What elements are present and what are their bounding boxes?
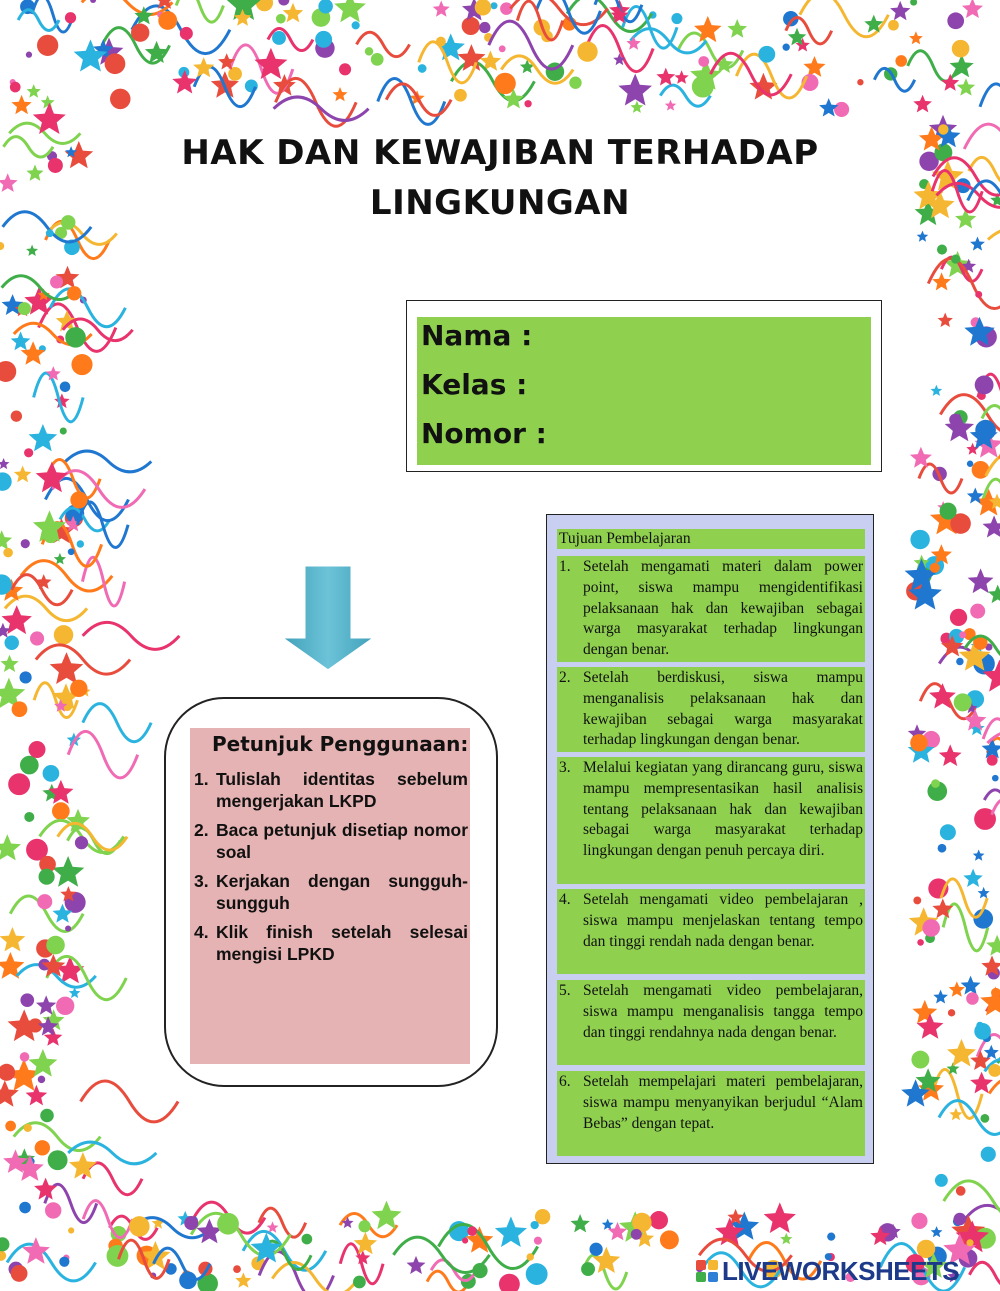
- confetti-dot: [922, 919, 940, 937]
- confetti-dot: [20, 993, 34, 1007]
- confetti-dot: [956, 1186, 966, 1196]
- confetti-star: [939, 744, 962, 766]
- confetti-dot: [70, 491, 87, 508]
- objective-item: 2. Setelah berdiskusi, siswa mampu menganalisis pelaksanaan hak dan kewajiban sebagai warga masyarakat terhadap lingkungan dengan benar.: [557, 667, 865, 752]
- confetti-streamer: [357, 32, 410, 56]
- confetti-star: [973, 850, 985, 861]
- confetti-dot: [37, 35, 58, 56]
- objective-item: 4. Setelah mengamati video pembelajaran , siswa mampu menjelaskan tentang tempo dan tinggi rendah nada dengan benar.: [557, 889, 865, 974]
- confetti-dot: [827, 1233, 835, 1241]
- confetti-dot: [107, 1245, 129, 1267]
- confetti-dot: [910, 0, 917, 6]
- confetti-star: [0, 834, 21, 860]
- confetti-dot: [65, 12, 76, 23]
- confetti-dot: [39, 869, 55, 885]
- confetti-dot: [966, 992, 979, 1005]
- confetti-dot: [954, 693, 972, 711]
- confetti-streamer: [984, 790, 1000, 810]
- confetti-dot: [917, 939, 924, 946]
- confetti-star: [970, 237, 985, 251]
- confetti-dot: [980, 1114, 989, 1123]
- confetti-dot: [358, 1220, 370, 1232]
- confetti-dot: [37, 894, 52, 909]
- confetti-star: [0, 458, 9, 469]
- confetti-dot: [888, 20, 899, 31]
- confetti-star: [433, 1, 450, 17]
- confetti-dot: [967, 461, 973, 467]
- confetti-dot: [976, 1022, 983, 1029]
- confetti-dot: [38, 1076, 46, 1084]
- confetti-dot: [21, 539, 30, 548]
- confetti-dot: [61, 215, 76, 230]
- confetti-dot: [77, 540, 84, 547]
- confetti-dot: [0, 1237, 9, 1251]
- liveworksheets-logo: [696, 1256, 959, 1286]
- confetti-dot: [650, 1211, 668, 1229]
- confetti-dot: [975, 375, 994, 394]
- objective-item: 3. Melalui kegiatan yang dirancang guru, siswa mampu mempresentasikan hasil analisis tentang pelaksanaan hak dan kewajiban sebagai warga masyarakat terhadap lingkungan dengan penuh percaya diri.: [557, 757, 865, 884]
- confetti-star: [912, 1000, 937, 1024]
- identity-box: [406, 300, 882, 472]
- confetti-star: [938, 313, 953, 328]
- confetti-star: [932, 898, 953, 918]
- confetti-star: [941, 74, 959, 91]
- confetti-star: [694, 16, 722, 42]
- confetti-dot: [110, 89, 131, 110]
- confetti-star: [626, 36, 640, 50]
- confetti-streamer: [83, 1163, 142, 1195]
- confetti-dot: [581, 1262, 595, 1276]
- confetti-dot: [499, 1274, 520, 1291]
- confetti-dot: [131, 23, 149, 41]
- confetti-star: [983, 515, 1000, 537]
- confetti-star: [11, 331, 31, 350]
- confetti-dot: [526, 1263, 548, 1285]
- instruction-item: 4. Klik finish setelah selesai mengisi LPKD: [194, 922, 468, 964]
- confetti-star: [909, 31, 923, 44]
- confetti-dot: [217, 1213, 239, 1235]
- confetti-streamer: [65, 451, 151, 472]
- confetti-dot: [48, 158, 63, 173]
- confetti-star: [962, 0, 983, 18]
- confetti-dot: [65, 925, 71, 931]
- confetti-star: [933, 990, 948, 1004]
- confetti-star: [69, 1152, 97, 1179]
- confetti-streamer: [83, 622, 180, 649]
- confetti-star: [172, 70, 197, 94]
- confetti-dot: [970, 604, 985, 619]
- confetti-dot: [938, 124, 948, 134]
- confetti-dot: [302, 1234, 313, 1245]
- confetti-dot: [315, 31, 332, 48]
- confetti-dot: [20, 756, 39, 775]
- confetti-star: [14, 466, 32, 483]
- confetti-star: [978, 887, 990, 899]
- confetti-dot: [911, 1213, 927, 1229]
- confetti-dot: [660, 1230, 679, 1249]
- confetti-dot: [352, 21, 360, 29]
- confetti-dot: [467, 1226, 477, 1236]
- confetti-dot: [65, 327, 86, 348]
- identity-panel: [417, 317, 871, 465]
- confetti-dot: [10, 82, 21, 93]
- confetti-dot: [50, 276, 63, 289]
- confetti-dot: [3, 548, 13, 558]
- confetti-dot: [975, 291, 982, 298]
- confetti-dot: [526, 1253, 533, 1260]
- confetti-dot: [278, 0, 289, 6]
- confetti-dot: [24, 448, 33, 457]
- confetti-dot: [935, 1174, 948, 1187]
- confetti-dot: [0, 1064, 15, 1081]
- confetti-dot: [454, 89, 467, 102]
- confetti-star: [913, 95, 932, 113]
- confetti-star: [0, 927, 25, 951]
- confetti-star: [727, 19, 747, 38]
- confetti-dot: [418, 64, 427, 73]
- confetti-star: [949, 1108, 962, 1120]
- kelas-label: Kelas :: [421, 368, 528, 401]
- confetti-star: [283, 3, 304, 23]
- confetti-dot: [0, 1251, 6, 1261]
- confetti-dot: [46, 229, 54, 237]
- confetti-star: [932, 272, 951, 290]
- confetti-star: [970, 1072, 993, 1094]
- confetti-star: [988, 585, 1000, 604]
- confetti-dot: [975, 420, 996, 441]
- confetti-dot: [472, 1263, 487, 1278]
- confetti-star: [495, 1216, 527, 1247]
- confetti-star: [931, 385, 943, 396]
- confetti-dot: [158, 11, 177, 30]
- confetti-dot: [276, 14, 286, 24]
- confetti-streamer: [944, 1181, 1000, 1221]
- confetti-star: [52, 856, 84, 887]
- confetti-star: [961, 976, 981, 995]
- confetti-dot: [499, 45, 506, 52]
- confetti-dot: [589, 1243, 602, 1256]
- confetti-star: [22, 1237, 50, 1264]
- confetti-star: [26, 245, 38, 256]
- confetti-star: [804, 56, 826, 77]
- confetti-dot: [834, 102, 849, 117]
- confetti-star: [36, 574, 52, 589]
- instruction-item: 2. Baca petunjuk disetiap nomor soal: [194, 820, 468, 862]
- confetti-dot: [29, 741, 46, 758]
- confetti-dot: [11, 1265, 28, 1282]
- confetti-dot: [966, 1239, 973, 1246]
- confetti-dot: [184, 1216, 198, 1230]
- confetti-star: [613, 53, 626, 65]
- confetti-dot: [43, 765, 60, 782]
- confetti-dot: [90, 0, 96, 3]
- confetti-star: [618, 74, 652, 106]
- confetti-dot: [26, 52, 32, 58]
- confetti-star: [0, 530, 12, 550]
- confetti-dot: [577, 41, 597, 61]
- confetti-dot: [24, 812, 34, 822]
- confetti-dot: [105, 53, 126, 74]
- confetti-star: [11, 95, 31, 114]
- confetti-star: [764, 1202, 796, 1233]
- confetti-dot: [948, 1009, 955, 1016]
- confetti-dot: [0, 472, 12, 490]
- confetti-streamer: [988, 228, 1000, 250]
- confetti-dot: [783, 44, 790, 51]
- confetti-dot: [18, 302, 31, 315]
- confetti-star: [947, 1039, 976, 1067]
- confetti-dot: [981, 1147, 996, 1162]
- confetti-dot: [52, 802, 70, 820]
- confetti-star: [235, 1272, 251, 1287]
- liveworksheets-logo-icon: [696, 1260, 718, 1282]
- confetti-dot: [952, 40, 970, 58]
- confetti-streamer: [81, 1081, 179, 1122]
- confetti-streamer: [989, 1077, 1000, 1109]
- confetti-dot: [937, 245, 947, 255]
- instructions-panel: [190, 728, 470, 1064]
- confetti-dot: [19, 1202, 31, 1214]
- instruction-item: 1. Tulislah identitas sebelum mengerjakan LKPD: [194, 769, 468, 811]
- confetti-star: [33, 103, 66, 134]
- confetti-star: [780, 1233, 792, 1244]
- confetti-streamer: [567, 0, 652, 32]
- confetti-dot: [24, 1124, 32, 1132]
- confetti-star: [984, 1045, 999, 1059]
- confetti-dot: [987, 755, 998, 766]
- confetti-star: [675, 70, 689, 84]
- confetti-star: [50, 652, 84, 684]
- confetti-dot: [930, 563, 940, 573]
- instructions-title: Petunjuk Penggunaan:: [212, 732, 469, 756]
- confetti-dot: [479, 22, 490, 33]
- confetti-dot: [48, 1150, 68, 1170]
- confetti-dot: [8, 773, 30, 795]
- confetti-streamer: [969, 1262, 1000, 1287]
- confetti-star: [571, 1214, 590, 1232]
- confetti-dot: [35, 1140, 50, 1155]
- confetti-dot: [462, 17, 480, 35]
- confetti-dot: [758, 46, 775, 63]
- confetti-dot: [491, 2, 498, 9]
- confetti-star: [29, 424, 58, 451]
- confetti-dot: [20, 671, 32, 683]
- confetti-dot: [233, 1265, 241, 1273]
- confetti-star: [665, 100, 677, 111]
- confetti-star: [0, 173, 18, 192]
- confetti-streamer: [77, 502, 128, 547]
- confetti-star: [372, 1201, 402, 1230]
- confetti-dot: [671, 13, 682, 24]
- confetti-dot: [913, 897, 921, 905]
- confetti-dot: [68, 548, 75, 555]
- confetti-dot: [531, 1221, 539, 1229]
- confetti-dot: [71, 354, 92, 375]
- confetti-dot: [12, 701, 28, 717]
- confetti-star: [963, 869, 982, 887]
- confetti-dot: [534, 1237, 542, 1245]
- confetti-star: [602, 1219, 614, 1230]
- page-title: [150, 128, 850, 228]
- confetti-star: [0, 952, 24, 979]
- confetti-dot: [953, 1213, 966, 1226]
- confetti-dot: [60, 428, 67, 435]
- confetti-dot: [931, 779, 940, 788]
- confetti-dot: [698, 56, 709, 67]
- confetti-streamer: [53, 471, 145, 508]
- confetti-star: [46, 366, 61, 380]
- confetti-streamer: [34, 373, 83, 422]
- confetti-dot: [56, 997, 74, 1015]
- confetti-dot: [895, 55, 907, 67]
- liveworksheets-text: LIVEWORKSHEETS: [722, 1255, 960, 1286]
- confetti-star: [986, 935, 1000, 956]
- page-title-line2: LINGKUNGAN: [369, 183, 631, 223]
- confetti-dot: [940, 503, 957, 520]
- confetti-dot: [959, 631, 966, 638]
- confetti-dot: [950, 609, 967, 626]
- confetti-dot: [45, 1202, 61, 1218]
- instructions-list: [192, 768, 468, 972]
- confetti-star: [656, 68, 675, 86]
- page-title-line1: HAK DAN KEWAJIBAN TERHADAP: [181, 133, 819, 173]
- confetti-dot: [949, 414, 961, 426]
- confetti-star: [931, 1226, 943, 1237]
- confetti-streamer: [4, 137, 54, 157]
- confetti-star: [54, 553, 66, 565]
- confetti-dot: [910, 530, 929, 549]
- confetti-star: [218, 53, 235, 69]
- confetti-dot: [631, 1229, 642, 1240]
- confetti-star: [69, 987, 81, 998]
- confetti-star: [957, 78, 975, 95]
- nomor-label: Nomor :: [421, 417, 547, 450]
- objective-item: 5. Setelah mengamati video pembelajaran, siswa mampu menganalisis tangga tempo dan tinggi rendahnya nada dengan benar.: [557, 980, 865, 1065]
- confetti-star: [333, 87, 348, 101]
- instruction-item: 3. Kerjakan dengan sungguh-sungguh: [194, 871, 468, 913]
- confetti-dot: [524, 100, 531, 107]
- confetti-dot: [4, 635, 18, 649]
- confetti-dot: [11, 410, 22, 421]
- confetti-dot: [940, 824, 956, 840]
- confetti-dot: [353, 1276, 366, 1289]
- nama-label: Nama :: [421, 319, 533, 352]
- confetti-dot: [947, 12, 964, 29]
- confetti-dot: [46, 936, 65, 955]
- confetti-dot: [569, 77, 581, 89]
- confetti-dot: [910, 734, 927, 751]
- confetti-dot: [956, 658, 963, 665]
- confetti-dot: [20, 1052, 30, 1062]
- confetti-star: [254, 48, 287, 79]
- learning-objectives-title: Tujuan Pembelajaran: [557, 529, 865, 549]
- confetti-dot: [75, 836, 88, 849]
- confetti-streamer: [176, 0, 223, 22]
- confetti-dot: [68, 1227, 74, 1233]
- confetti-dot: [129, 1216, 150, 1237]
- confetti-dot: [371, 53, 384, 66]
- confetti-star: [980, 987, 1000, 1016]
- confetti-dot: [951, 255, 960, 264]
- confetti-dot: [5, 1121, 16, 1132]
- confetti-dot: [54, 625, 73, 644]
- objective-item: 6. Setelah mempelajari materi pembelajaran, siswa mampu menyanyikan berjudul “Alam Bebas” dengan tepat.: [557, 1071, 865, 1156]
- confetti-star: [48, 780, 73, 804]
- confetti-dot: [911, 1051, 929, 1069]
- confetti-star: [968, 568, 994, 593]
- confetti-dot: [462, 1237, 468, 1243]
- confetti-star: [34, 1178, 57, 1200]
- confetti-star: [193, 57, 214, 77]
- confetti-star: [26, 1085, 48, 1106]
- confetti-dot: [0, 242, 4, 250]
- confetti-dot: [0, 361, 16, 382]
- confetti-dot: [272, 31, 286, 45]
- confetti-star: [334, 0, 366, 22]
- confetti-dot: [60, 381, 71, 392]
- confetti-star: [917, 231, 929, 242]
- confetti-dot: [245, 79, 258, 92]
- confetti-dot: [43, 528, 58, 543]
- learning-objectives-box: [546, 514, 874, 1164]
- confetti-dot: [938, 844, 947, 853]
- confetti-streamer: [378, 79, 445, 125]
- confetti-dot: [992, 775, 999, 782]
- confetti-dot: [70, 680, 87, 697]
- confetti-dot: [365, 47, 373, 55]
- down-arrow-icon: [276, 563, 380, 675]
- confetti-streamer: [36, 645, 130, 674]
- confetti-dot: [40, 1109, 54, 1123]
- confetti-star: [41, 95, 55, 108]
- confetti-dot: [339, 63, 351, 75]
- confetti-star: [890, 1, 910, 20]
- confetti-star: [26, 165, 43, 181]
- confetti-star: [1, 655, 19, 672]
- confetti-dot: [30, 631, 44, 645]
- confetti-dot: [180, 27, 193, 40]
- confetti-star: [27, 84, 41, 98]
- confetti-dot: [67, 286, 81, 300]
- confetti-dot: [59, 1257, 69, 1267]
- confetti-star: [407, 1256, 426, 1274]
- confetti-dot: [857, 79, 863, 85]
- objective-item: 1. Setelah mengamati materi dalam power point, siswa mampu mengidentifikasi pelaksanaan hak dan kewajiban sebagai warga masyarakat terhadap lingkungan dengan benar.: [557, 556, 865, 662]
